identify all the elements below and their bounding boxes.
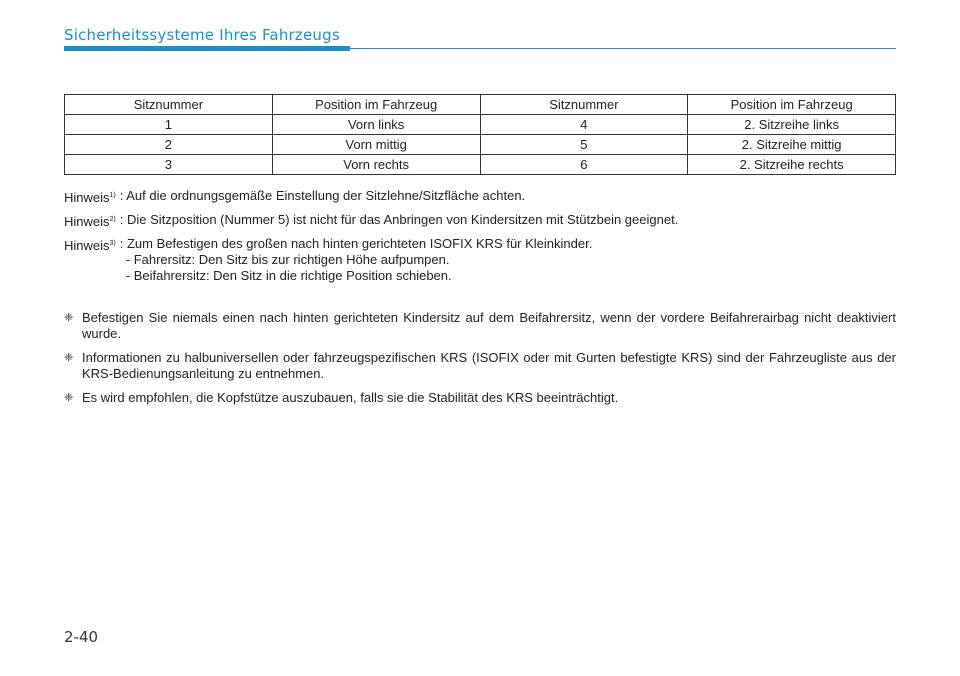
table-row (65, 115, 896, 135)
list-item (64, 310, 896, 342)
table-row (65, 135, 896, 155)
table-cell: Vorn mittig (272, 135, 480, 155)
table-cell: 6 (480, 155, 688, 175)
table-header-cell: Sitznummer (65, 95, 273, 115)
section-title: Sicherheitssysteme Ihres Fahrzeugs (64, 26, 340, 44)
note-footnote-marker: 3) (109, 240, 116, 247)
note-2 (64, 212, 904, 230)
list-item (64, 390, 896, 406)
table-cell: 2. Sitzreihe links (688, 115, 896, 135)
table-header-cell: Position im Fahrzeug (272, 95, 480, 115)
note-1 (64, 188, 904, 206)
table-cell: 3 (65, 155, 273, 175)
header-accent-bar (64, 46, 350, 51)
table-cell: 2. Sitzreihe mittig (688, 135, 896, 155)
table-cell: 1 (65, 115, 273, 135)
list-item (64, 350, 896, 382)
table-row (65, 155, 896, 175)
table-header-cell: Position im Fahrzeug (688, 95, 896, 115)
table-cell: 4 (480, 115, 688, 135)
list-item-text: Befestigen Sie niemals einen nach hinten gerichteten Kindersitz auf dem Beifahrersitz, wenn der vordere Beifahrerairbag nicht deaktiviert wurde. (82, 310, 896, 341)
note-footnote-marker: 1) (109, 192, 116, 199)
note-text: : Zum Befestigen des großen nach hinten gerichteten ISOFIX KRS für Kleinkinder. (119, 236, 593, 251)
table-header-cell: Sitznummer (480, 95, 688, 115)
note-subitem: - Fahrersitz: Den Sitz bis zur richtigen Höhe aufpumpen. (125, 252, 450, 267)
list-item-text: Informationen zu halbuniversellen oder fahrzeugspezifischen KRS (ISOFIX oder mit Gurten befestigte KRS) sind der Fahrzeugliste aus der KRS-Bedienungsanleitung zu entnehmen. (82, 350, 896, 381)
table-cell: Vorn rechts (272, 155, 480, 175)
caution-list (64, 310, 896, 414)
table-cell: 2. Sitzreihe rechts (688, 155, 896, 175)
table-header-row (65, 95, 896, 115)
asterisk-bullet-icon: ❈ (64, 312, 74, 324)
asterisk-bullet-icon: ❈ (64, 352, 74, 364)
note-subitem: - Beifahrersitz: Den Sitz in die richtige Position schieben. (125, 268, 452, 283)
page-number: 2-40 (64, 628, 99, 646)
table-cell: 2 (65, 135, 273, 155)
table-cell: 5 (480, 135, 688, 155)
notes-section (64, 188, 904, 290)
note-text: : Auf die ordnungsgemäße Einstellung der Sitzlehne/Sitzfläche achten. (119, 188, 526, 203)
list-item-text: Es wird empfohlen, die Kopfstütze auszubauen, falls sie die Stabilität des KRS beeinträchtigt. (82, 390, 619, 405)
note-3 (64, 236, 904, 284)
note-label: Hinweis (64, 238, 110, 253)
note-label: Hinweis (64, 190, 110, 205)
asterisk-bullet-icon: ❈ (64, 392, 74, 404)
note-text: : Die Sitzposition (Nummer 5) ist nicht für das Anbringen von Kindersitzen mit Stützbein geeignet. (119, 212, 679, 227)
header-rule (350, 48, 896, 49)
seat-position-table (64, 94, 896, 175)
note-label: Hinweis (64, 214, 110, 229)
table-cell: Vorn links (272, 115, 480, 135)
note-footnote-marker: 2) (109, 216, 116, 223)
